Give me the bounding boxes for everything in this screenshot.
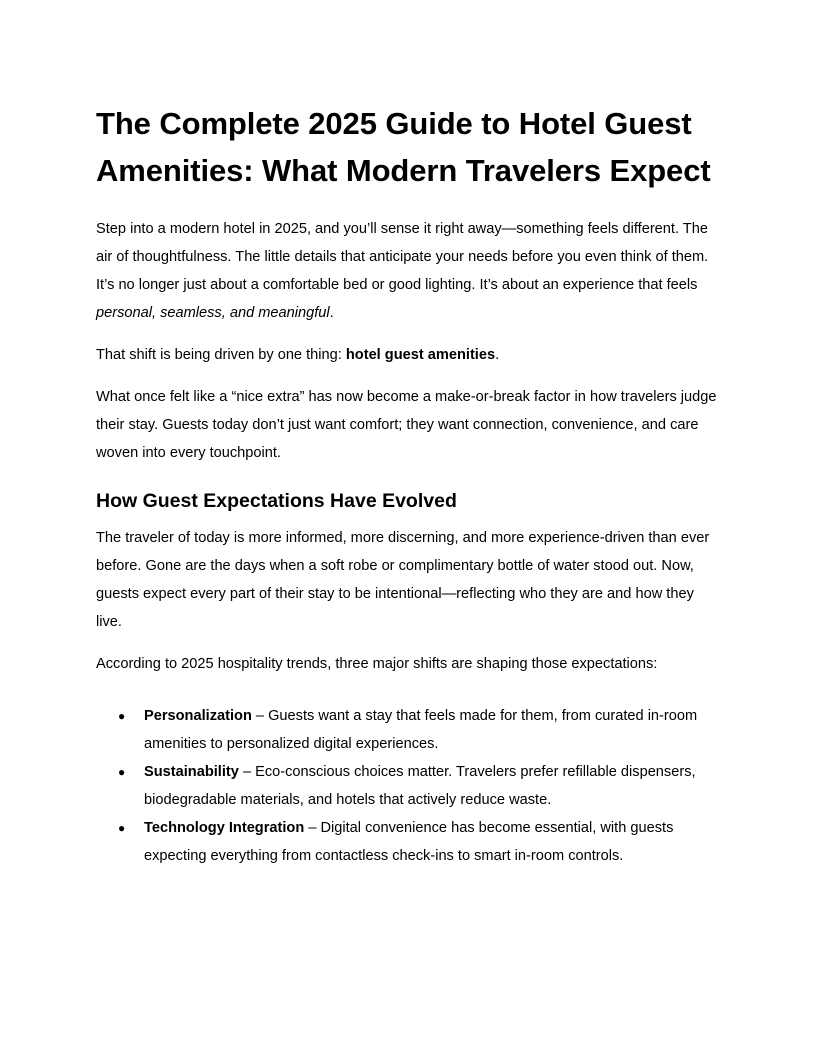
intro-paragraph-1-end: .: [329, 305, 334, 321]
section-paragraph-2: According to 2025 hospitality trends, three major shifts are shaping those expectations:: [96, 656, 658, 672]
intro-paragraph-1-emphasis: personal, seamless, and meaningful: [96, 305, 330, 321]
list-item-text: – Eco-conscious choices matter. Travelers prefer refillable dispensers, biodegradable materials, and hotels that actively reduce waste.: [144, 764, 696, 808]
list-item-text: – Guests want a stay that feels made for them, from curated in-room amenities to personalized digital experiences.: [144, 708, 698, 752]
intro-paragraph-2-end: .: [495, 347, 500, 363]
intro-paragraph-2-bold: hotel guest amenities: [345, 347, 496, 363]
list-item-term: Technology Integration: [144, 820, 305, 836]
bullet-icon: ●: [118, 709, 126, 723]
intro-paragraph-2: [96, 341, 720, 369]
bullet-icon: ●: [118, 821, 126, 835]
bullet-icon: ●: [118, 765, 126, 779]
section-paragraph-1: The traveler of today is more informed, more discerning, and more experience-driven than ever before. Gone are the days when a soft robe or complimentary bottle of water stood out. Now, guests expect every part of their stay to be intentional—reflecting who they are and how they live.: [96, 530, 710, 630]
list-item: [96, 814, 720, 870]
list-item-term: Personalization: [144, 708, 252, 724]
intro-paragraph-3: What once felt like a “nice extra” has now become a make-or-break factor in how travelers judge their stay. Guests today don’t just want comfort; they want connection, convenience, and care woven into every touchpoint.: [96, 389, 717, 461]
list-item: [96, 702, 720, 758]
trends-list: [96, 702, 720, 870]
list-item-text: – Digital convenience has become essential, with guests expecting everything from contactless check-ins to smart in-room controls.: [144, 820, 674, 864]
intro-paragraph-1: [96, 215, 720, 327]
document-page: [96, 100, 720, 870]
list-item: [96, 758, 720, 814]
section-heading: How Guest Expectations Have Evolved: [96, 490, 457, 512]
list-item-term: Sustainability: [144, 764, 239, 780]
intro-paragraph-2-text: That shift is being driven by one thing:: [96, 347, 346, 363]
document-title: The Complete 2025 Guide to Hotel Guest Amenities: What Modern Travelers Expect: [96, 106, 711, 188]
intro-paragraph-1-text: Step into a modern hotel in 2025, and you’ll sense it right away—something feels different. The air of thoughtfulness. The little details that anticipate your needs before you even think of them. It’s no longer just about a comfortable bed or good lighting. It’s about an experience that feels: [96, 221, 709, 293]
